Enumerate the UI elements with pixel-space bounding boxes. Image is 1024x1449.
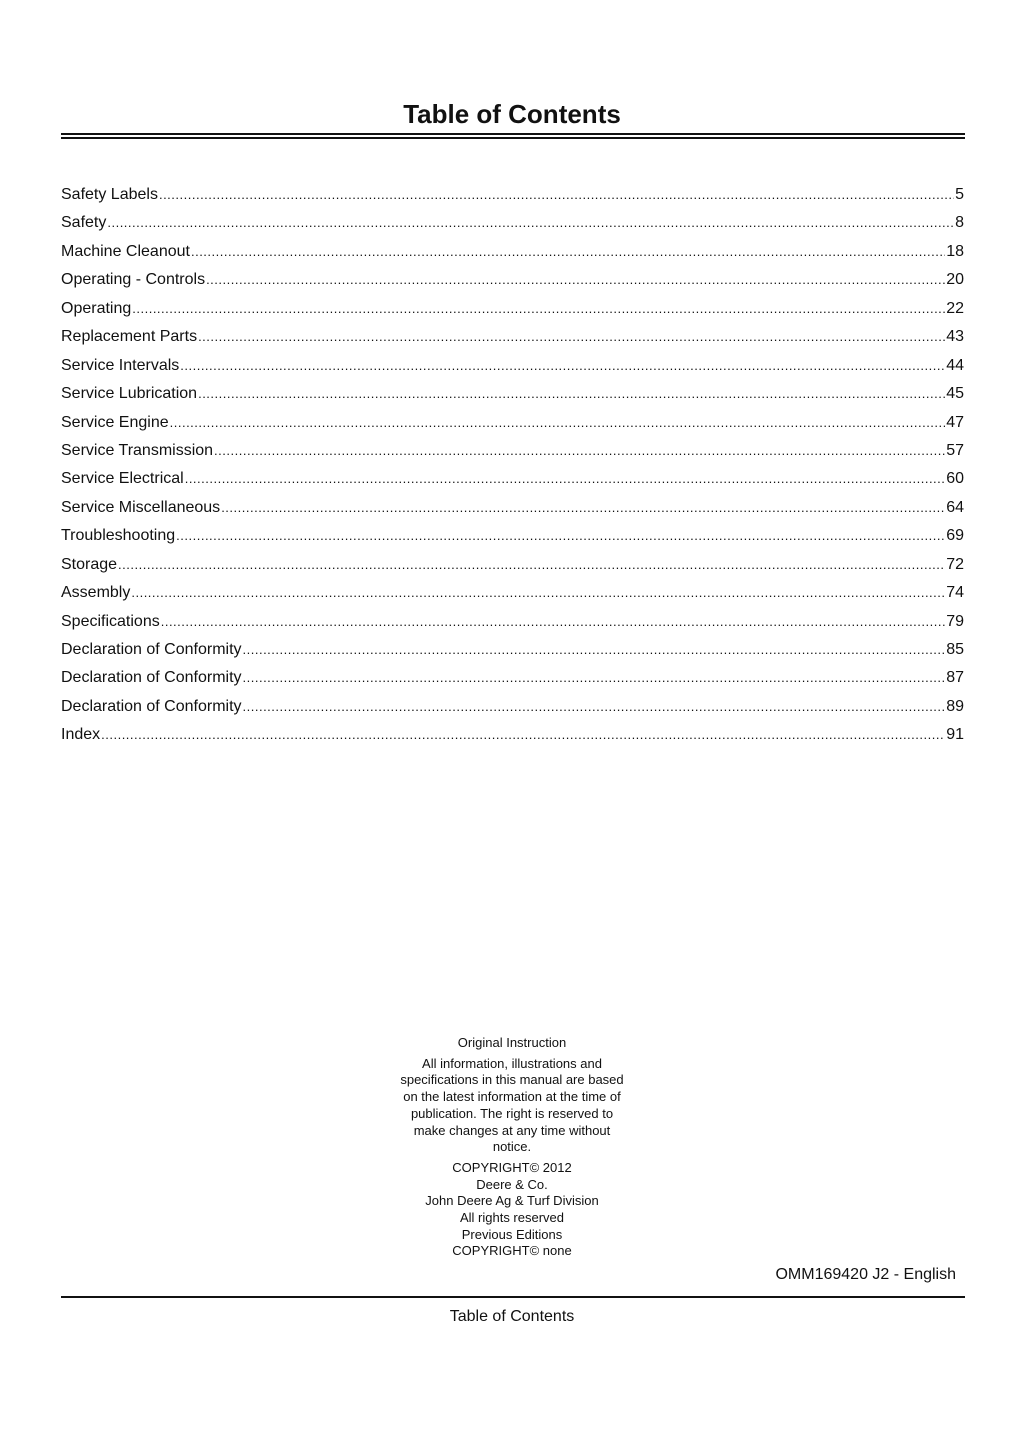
toc-entry-label[interactable]: Operating [61,299,132,317]
toc-entry-label[interactable]: Declaration of Conformity [61,669,242,687]
dot-leader [118,551,945,579]
legal-notice [362,1035,662,1260]
toc-entry-label[interactable]: Replacement Parts [61,328,198,346]
copyright-line: All rights reserved [459,1210,565,1226]
toc-entry-page[interactable]: 20 [946,271,964,289]
toc-entry-page[interactable]: 69 [946,527,964,545]
dot-leader [243,664,946,692]
toc-entry-label[interactable]: Declaration of Conformity [61,641,242,658]
footer-section-title: Table of Contents [449,1308,575,1325]
toc-entry[interactable] [61,266,964,294]
toc-entry[interactable] [61,409,964,437]
dot-leader [214,437,945,465]
toc-entry-label[interactable]: Service Electrical [61,470,184,488]
toc-entry[interactable] [61,323,964,351]
dot-leader [185,465,946,493]
toc-entry-page[interactable]: 87 [946,669,964,687]
toc-entry-page[interactable]: 22 [946,299,964,317]
toc-entry-page[interactable]: 91 [946,726,964,744]
toc-entry[interactable] [61,209,964,237]
notice-body [362,1056,662,1156]
copyright-line: COPYRIGHT© 2012 [452,1159,572,1175]
notice-line: notice. [492,1139,532,1155]
toc-entry-label[interactable]: Storage [61,555,118,573]
toc-entry-page[interactable]: 43 [946,328,964,346]
copyright-block [362,1160,662,1260]
toc-entry-label[interactable]: Safety [61,214,107,232]
toc-entry[interactable] [61,721,964,749]
toc-entry[interactable] [61,522,964,550]
notice-heading: Original Instruction [457,1035,567,1050]
page-title: Table of Contents [403,99,621,129]
toc-entry-page[interactable]: 64 [946,498,964,516]
toc-entry-page[interactable]: 5 [955,186,964,203]
toc-entry-page[interactable]: 8 [955,214,964,232]
dot-leader [101,721,945,749]
toc-entry[interactable] [61,664,964,692]
toc-entry-page[interactable]: 89 [946,697,964,715]
copyright-line: Deere & Co. [476,1176,548,1192]
toc-entry[interactable] [61,437,964,465]
dot-leader [131,579,945,607]
dot-leader [180,352,945,380]
toc-entry[interactable] [61,380,964,408]
toc-entry-page[interactable]: 60 [946,470,964,488]
toc-entry[interactable] [61,494,964,522]
toc-entry-label[interactable]: Service Miscellaneous [61,498,221,516]
copyright-line: COPYRIGHT© none [452,1243,572,1259]
toc-entry-page[interactable]: 45 [946,385,964,403]
toc-entry-label[interactable]: Index [61,726,101,744]
table-of-contents [61,181,964,750]
toc-entry-label[interactable]: Safety Labels [61,186,158,203]
toc-entry[interactable] [61,636,964,664]
dot-leader [191,238,945,266]
toc-entry[interactable] [61,238,964,266]
toc-entry[interactable] [61,181,964,209]
toc-entry-label[interactable]: Service Engine [61,413,169,431]
title-divider [61,133,965,135]
toc-entry-label[interactable]: Service Lubrication [61,385,198,403]
toc-entry-page[interactable]: 47 [946,413,964,431]
dot-leader [221,494,945,522]
notice-line: specifications in this manual are based [400,1072,624,1088]
dot-leader [161,608,945,636]
toc-entry[interactable] [61,465,964,493]
toc-entry-label[interactable]: Troubleshooting [61,527,176,545]
dot-leader [198,323,945,351]
notice-line: on the latest information at the time of [403,1089,621,1105]
dot-leader [243,636,946,664]
dot-leader [198,380,945,408]
dot-leader [206,266,945,294]
toc-entry-page[interactable]: 57 [946,441,964,459]
toc-entry-label[interactable]: Specifications [61,612,160,630]
notice-line: publication. The right is reserved to [410,1105,614,1121]
toc-entry-page[interactable]: 79 [946,612,964,630]
toc-entry[interactable] [61,579,964,607]
toc-entry-page[interactable]: 44 [946,356,964,374]
toc-entry-page[interactable]: 18 [946,242,964,260]
toc-entry[interactable] [61,352,964,380]
dot-leader [176,522,945,550]
notice-line: All information, illustrations and [422,1055,602,1071]
dot-leader [170,409,946,437]
dot-leader [132,295,945,323]
toc-entry-page[interactable]: 74 [946,584,964,602]
toc-entry-label[interactable]: Assembly [61,584,131,602]
toc-entry-label[interactable]: Service Intervals [61,356,180,374]
notice-line: make changes at any time without [413,1122,611,1138]
toc-entry-label[interactable]: Machine Cleanout [61,242,190,260]
dot-leader [159,181,954,209]
dot-leader [243,693,946,721]
dot-leader [107,209,954,237]
toc-entry-label[interactable]: Operating - Controls [61,271,206,289]
copyright-line: Previous Editions [461,1226,563,1242]
toc-entry-label[interactable]: Declaration of Conformity [61,697,242,715]
toc-entry[interactable] [61,551,964,579]
toc-entry[interactable] [61,295,964,323]
copyright-line: John Deere Ag & Turf Division [425,1193,599,1209]
footer-divider [61,1296,965,1298]
document-id: OMM169420 J2 - English [775,1266,956,1283]
toc-entry[interactable] [61,608,964,636]
toc-entry-page[interactable]: 72 [946,555,964,573]
title-divider [61,137,965,139]
toc-entry-page[interactable]: 85 [946,641,964,658]
toc-entry-label[interactable]: Service Transmission [61,441,214,459]
toc-entry[interactable] [61,693,964,721]
